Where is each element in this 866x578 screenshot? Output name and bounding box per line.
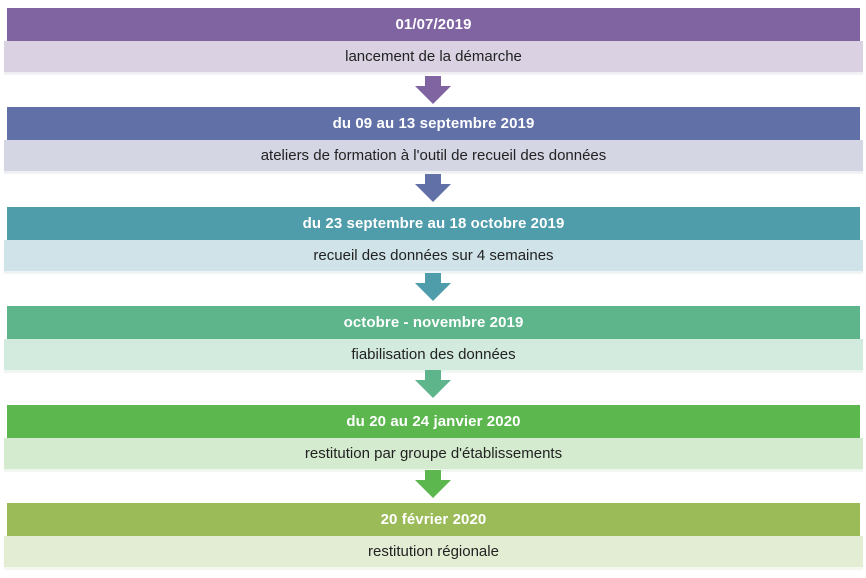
step-date: du 23 septembre au 18 octobre 2019 <box>302 215 565 232</box>
step-description: lancement de la démarche <box>345 48 522 65</box>
timeline-step-2 <box>7 107 860 173</box>
step-date-header <box>7 107 860 140</box>
timeline-step-3 <box>7 207 860 273</box>
step-description-box <box>4 240 863 273</box>
step-date-header <box>7 8 860 41</box>
step-date-header <box>7 207 860 240</box>
step-description-box <box>4 438 863 471</box>
step-description: recueil des données sur 4 semaines <box>313 247 554 264</box>
step-description: restitution par groupe d'établissements <box>304 445 563 462</box>
step-description: ateliers de formation à l'outil de recueil des données <box>260 147 607 164</box>
step-description: fiabilisation des données <box>351 346 516 363</box>
step-date-header <box>7 405 860 438</box>
step-date: du 09 au 13 septembre 2019 <box>332 115 535 132</box>
step-date: du 20 au 24 janvier 2020 <box>346 413 521 430</box>
step-date-header <box>7 306 860 339</box>
down-arrow-icon <box>413 470 453 500</box>
timeline-step-4 <box>7 306 860 372</box>
down-arrow-icon <box>413 273 453 303</box>
step-description-box <box>4 536 863 569</box>
step-description-box <box>4 140 863 173</box>
timeline-step-5 <box>7 405 860 471</box>
step-description-box <box>4 41 863 74</box>
timeline-step-1 <box>7 8 860 74</box>
down-arrow-icon <box>413 174 453 204</box>
down-arrow-icon <box>413 76 453 106</box>
step-date: 01/07/2019 <box>395 16 472 33</box>
step-description-box <box>4 339 863 372</box>
step-date: octobre - novembre 2019 <box>343 314 524 331</box>
down-arrow-icon <box>413 370 453 400</box>
step-date: 20 février 2020 <box>380 511 487 528</box>
timeline-step-6 <box>7 503 860 569</box>
step-description: restitution régionale <box>368 543 499 560</box>
step-date-header <box>7 503 860 536</box>
